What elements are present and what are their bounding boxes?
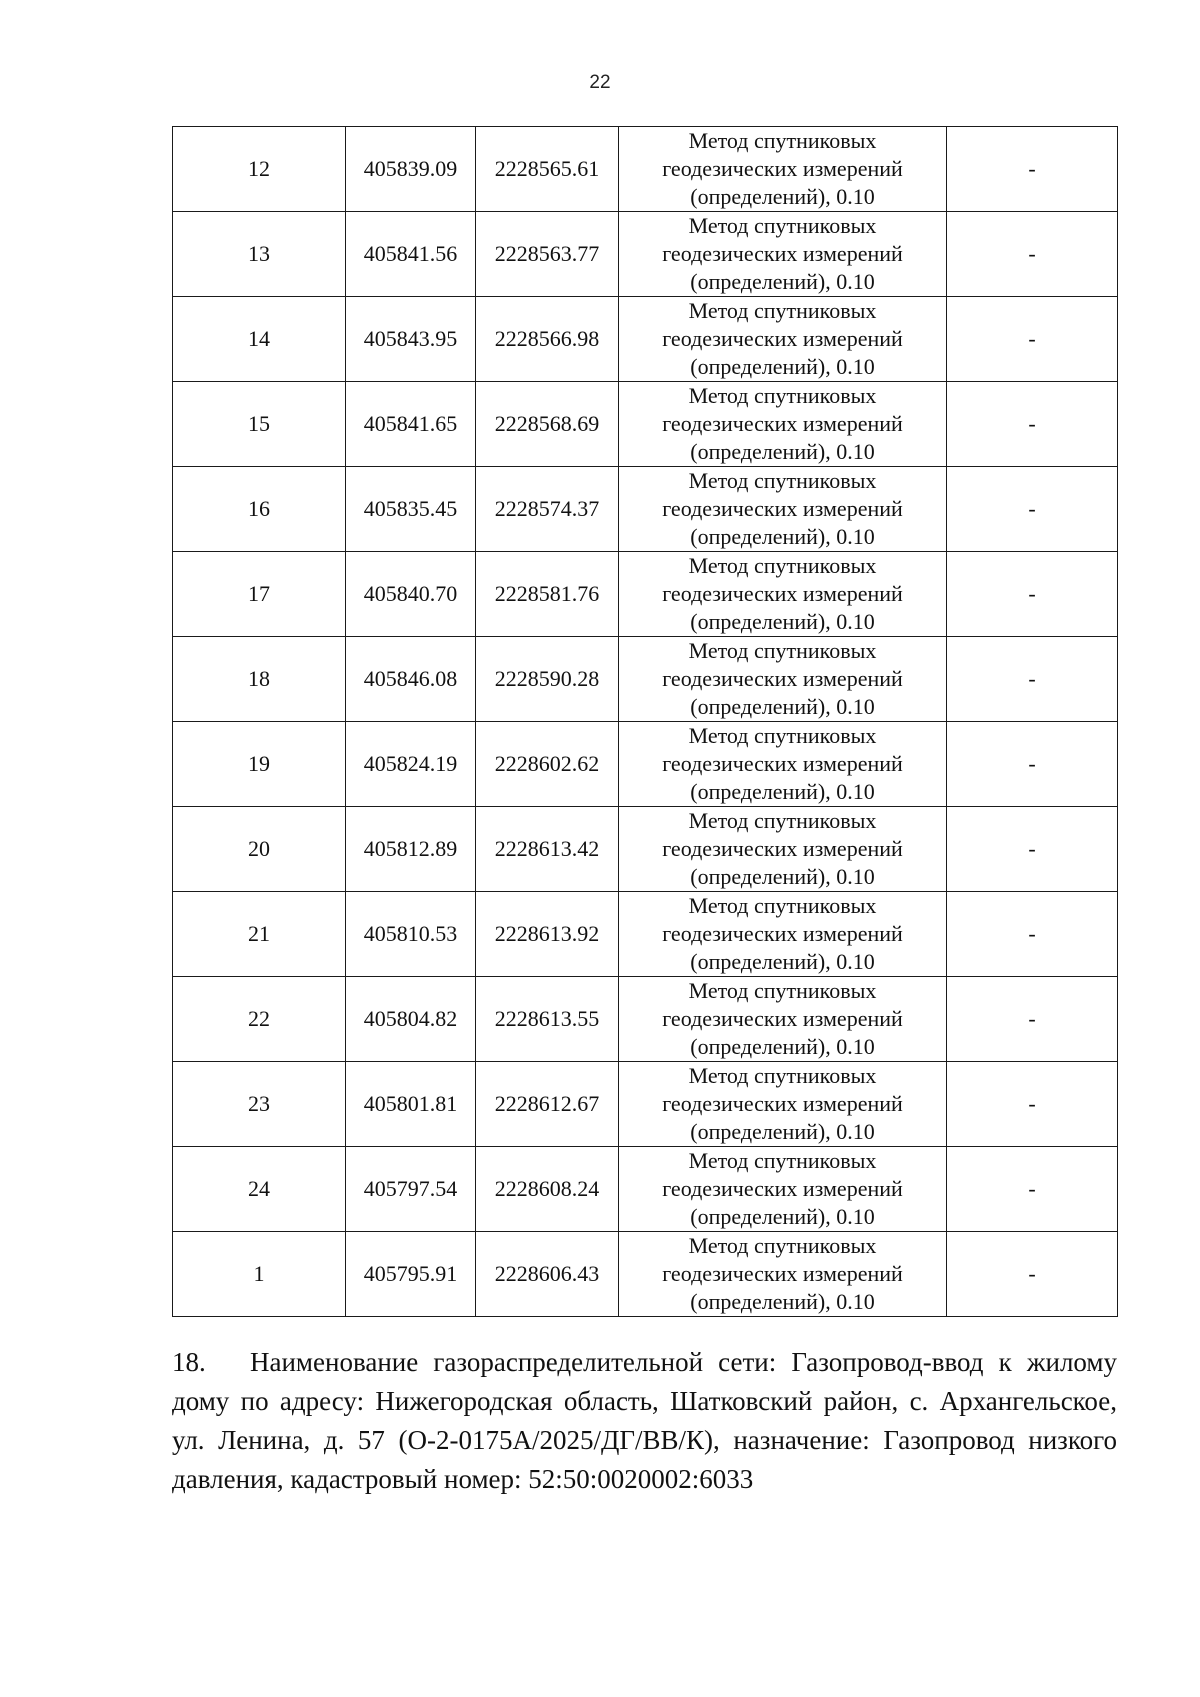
- y-coordinate-cell: 2228602.62: [476, 722, 619, 807]
- description-cell: -: [947, 637, 1118, 722]
- method-cell: [619, 212, 947, 297]
- method-text-line: геодезических измерений: [662, 581, 903, 606]
- table-row: [173, 297, 1118, 382]
- method-text-line: геодезических измерений: [662, 1261, 903, 1286]
- method-text-line: (определений), 0.10: [690, 1119, 875, 1144]
- method-cell: [619, 722, 947, 807]
- method-text-line: (определений), 0.10: [690, 609, 875, 634]
- y-coordinate-cell: 2228613.42: [476, 807, 619, 892]
- method-text-line: Метод спутниковых: [688, 383, 877, 408]
- method-text-line: (определений), 0.10: [690, 354, 875, 379]
- point-number-cell: 23: [173, 1062, 346, 1147]
- method-cell: [619, 807, 947, 892]
- method-cell: [619, 1232, 947, 1317]
- method-text-line: Метод спутниковых: [688, 1148, 877, 1173]
- method-text-line: геодезических измерений: [662, 326, 903, 351]
- y-coordinate-cell: 2228612.67: [476, 1062, 619, 1147]
- point-number-cell: 1: [173, 1232, 346, 1317]
- table-row: [173, 892, 1118, 977]
- method-cell: [619, 552, 947, 637]
- y-coordinate-cell: 2228563.77: [476, 212, 619, 297]
- method-text-line: (определений), 0.10: [690, 779, 875, 804]
- table-row: [173, 467, 1118, 552]
- method-cell: [619, 892, 947, 977]
- x-coordinate-cell: 405841.56: [346, 212, 476, 297]
- y-coordinate-cell: 2228568.69: [476, 382, 619, 467]
- method-text-line: геодезических измерений: [662, 411, 903, 436]
- description-cell: -: [947, 1232, 1118, 1317]
- method-text-line: (определений), 0.10: [690, 1289, 875, 1314]
- point-number-cell: 17: [173, 552, 346, 637]
- paragraph-number: 18.: [172, 1347, 206, 1377]
- description-cell: -: [947, 892, 1118, 977]
- table-row: [173, 1232, 1118, 1317]
- method-text-line: геодезических измерений: [662, 241, 903, 266]
- method-text-line: Метод спутниковых: [688, 893, 877, 918]
- method-text-line: (определений), 0.10: [690, 269, 875, 294]
- description-cell: -: [947, 1147, 1118, 1232]
- x-coordinate-cell: 405797.54: [346, 1147, 476, 1232]
- x-coordinate-cell: 405795.91: [346, 1232, 476, 1317]
- table-row: [173, 807, 1118, 892]
- y-coordinate-cell: 2228608.24: [476, 1147, 619, 1232]
- method-cell: [619, 637, 947, 722]
- method-text-line: Метод спутниковых: [688, 298, 877, 323]
- table-row: [173, 1147, 1118, 1232]
- method-cell: [619, 127, 947, 212]
- method-cell: [619, 297, 947, 382]
- x-coordinate-cell: 405843.95: [346, 297, 476, 382]
- description-cell: -: [947, 1062, 1118, 1147]
- description-cell: -: [947, 297, 1118, 382]
- method-text-line: (определений), 0.10: [690, 694, 875, 719]
- x-coordinate-cell: 405812.89: [346, 807, 476, 892]
- method-text-line: Метод спутниковых: [688, 1233, 877, 1258]
- description-cell: -: [947, 807, 1118, 892]
- method-text-line: геодезических измерений: [662, 1091, 903, 1116]
- table-row: [173, 382, 1118, 467]
- method-text-line: геодезических измерений: [662, 836, 903, 861]
- table-row: [173, 1062, 1118, 1147]
- table-row: [173, 552, 1118, 637]
- method-text-line: Метод спутниковых: [688, 468, 877, 493]
- point-number-cell: 22: [173, 977, 346, 1062]
- y-coordinate-cell: 2228566.98: [476, 297, 619, 382]
- point-number-cell: 12: [173, 127, 346, 212]
- method-text-line: (определений), 0.10: [690, 1034, 875, 1059]
- method-text-line: (определений), 0.10: [690, 439, 875, 464]
- method-cell: [619, 382, 947, 467]
- y-coordinate-cell: 2228606.43: [476, 1232, 619, 1317]
- point-number-cell: 24: [173, 1147, 346, 1232]
- coordinates-table: [172, 126, 1118, 1317]
- x-coordinate-cell: 405824.19: [346, 722, 476, 807]
- x-coordinate-cell: 405801.81: [346, 1062, 476, 1147]
- method-text-line: Метод спутниковых: [688, 808, 877, 833]
- method-text-line: Метод спутниковых: [688, 213, 877, 238]
- x-coordinate-cell: 405839.09: [346, 127, 476, 212]
- description-cell: -: [947, 382, 1118, 467]
- method-text-line: геодезических измерений: [662, 921, 903, 946]
- method-text-line: геодезических измерений: [662, 1006, 903, 1031]
- x-coordinate-cell: 405810.53: [346, 892, 476, 977]
- method-text-line: (определений), 0.10: [690, 1204, 875, 1229]
- description-cell: -: [947, 467, 1118, 552]
- y-coordinate-cell: 2228581.76: [476, 552, 619, 637]
- method-text-line: геодезических измерений: [662, 666, 903, 691]
- paragraph-text: Наименование газораспределительной сети: Газопровод-ввод к жилому дому по адресу: Нижегородская область, Шатковский район, с. Архангельское, ул. Ленина, д. 57 (О-2-0175А/2025/ДГ/ВВ/К), назначение: Газопровод низкого давления, кадастровый номер: 52:50:0020002:6033: [172, 1347, 1117, 1494]
- description-cell: -: [947, 552, 1118, 637]
- method-text-line: Метод спутниковых: [688, 723, 877, 748]
- method-text-line: геодезических измерений: [662, 156, 903, 181]
- table-row: [173, 127, 1118, 212]
- method-text-line: Метод спутниковых: [688, 553, 877, 578]
- x-coordinate-cell: 405841.65: [346, 382, 476, 467]
- table-row: [173, 637, 1118, 722]
- method-cell: [619, 1147, 947, 1232]
- x-coordinate-cell: 405840.70: [346, 552, 476, 637]
- x-coordinate-cell: 405835.45: [346, 467, 476, 552]
- method-text-line: (определений), 0.10: [690, 864, 875, 889]
- method-cell: [619, 467, 947, 552]
- point-number-cell: 15: [173, 382, 346, 467]
- method-text-line: (определений), 0.10: [690, 184, 875, 209]
- coordinates-table-body: [173, 127, 1118, 1317]
- method-text-line: геодезических измерений: [662, 1176, 903, 1201]
- method-text-line: Метод спутниковых: [688, 978, 877, 1003]
- point-number-cell: 18: [173, 637, 346, 722]
- method-cell: [619, 1062, 947, 1147]
- table-row: [173, 977, 1118, 1062]
- y-coordinate-cell: 2228613.55: [476, 977, 619, 1062]
- table-row: [173, 212, 1118, 297]
- description-cell: -: [947, 722, 1118, 807]
- point-number-cell: 13: [173, 212, 346, 297]
- x-coordinate-cell: 405846.08: [346, 637, 476, 722]
- method-text-line: Метод спутниковых: [688, 638, 877, 663]
- method-text-line: (определений), 0.10: [690, 949, 875, 974]
- y-coordinate-cell: 2228590.28: [476, 637, 619, 722]
- y-coordinate-cell: 2228574.37: [476, 467, 619, 552]
- point-number-cell: 19: [173, 722, 346, 807]
- point-number-cell: 21: [173, 892, 346, 977]
- point-number-cell: 14: [173, 297, 346, 382]
- x-coordinate-cell: 405804.82: [346, 977, 476, 1062]
- method-cell: [619, 977, 947, 1062]
- point-number-cell: 16: [173, 467, 346, 552]
- description-cell: -: [947, 127, 1118, 212]
- table-row: [173, 722, 1118, 807]
- method-text-line: геодезических измерений: [662, 751, 903, 776]
- method-text-line: Метод спутниковых: [688, 1063, 877, 1088]
- description-cell: -: [947, 977, 1118, 1062]
- y-coordinate-cell: 2228613.92: [476, 892, 619, 977]
- section-paragraph: [172, 1343, 1117, 1499]
- description-cell: -: [947, 212, 1118, 297]
- method-text-line: Метод спутниковых: [688, 128, 877, 153]
- page-number: 22: [589, 72, 611, 93]
- method-text-line: (определений), 0.10: [690, 524, 875, 549]
- method-text-line: геодезических измерений: [662, 496, 903, 521]
- y-coordinate-cell: 2228565.61: [476, 127, 619, 212]
- point-number-cell: 20: [173, 807, 346, 892]
